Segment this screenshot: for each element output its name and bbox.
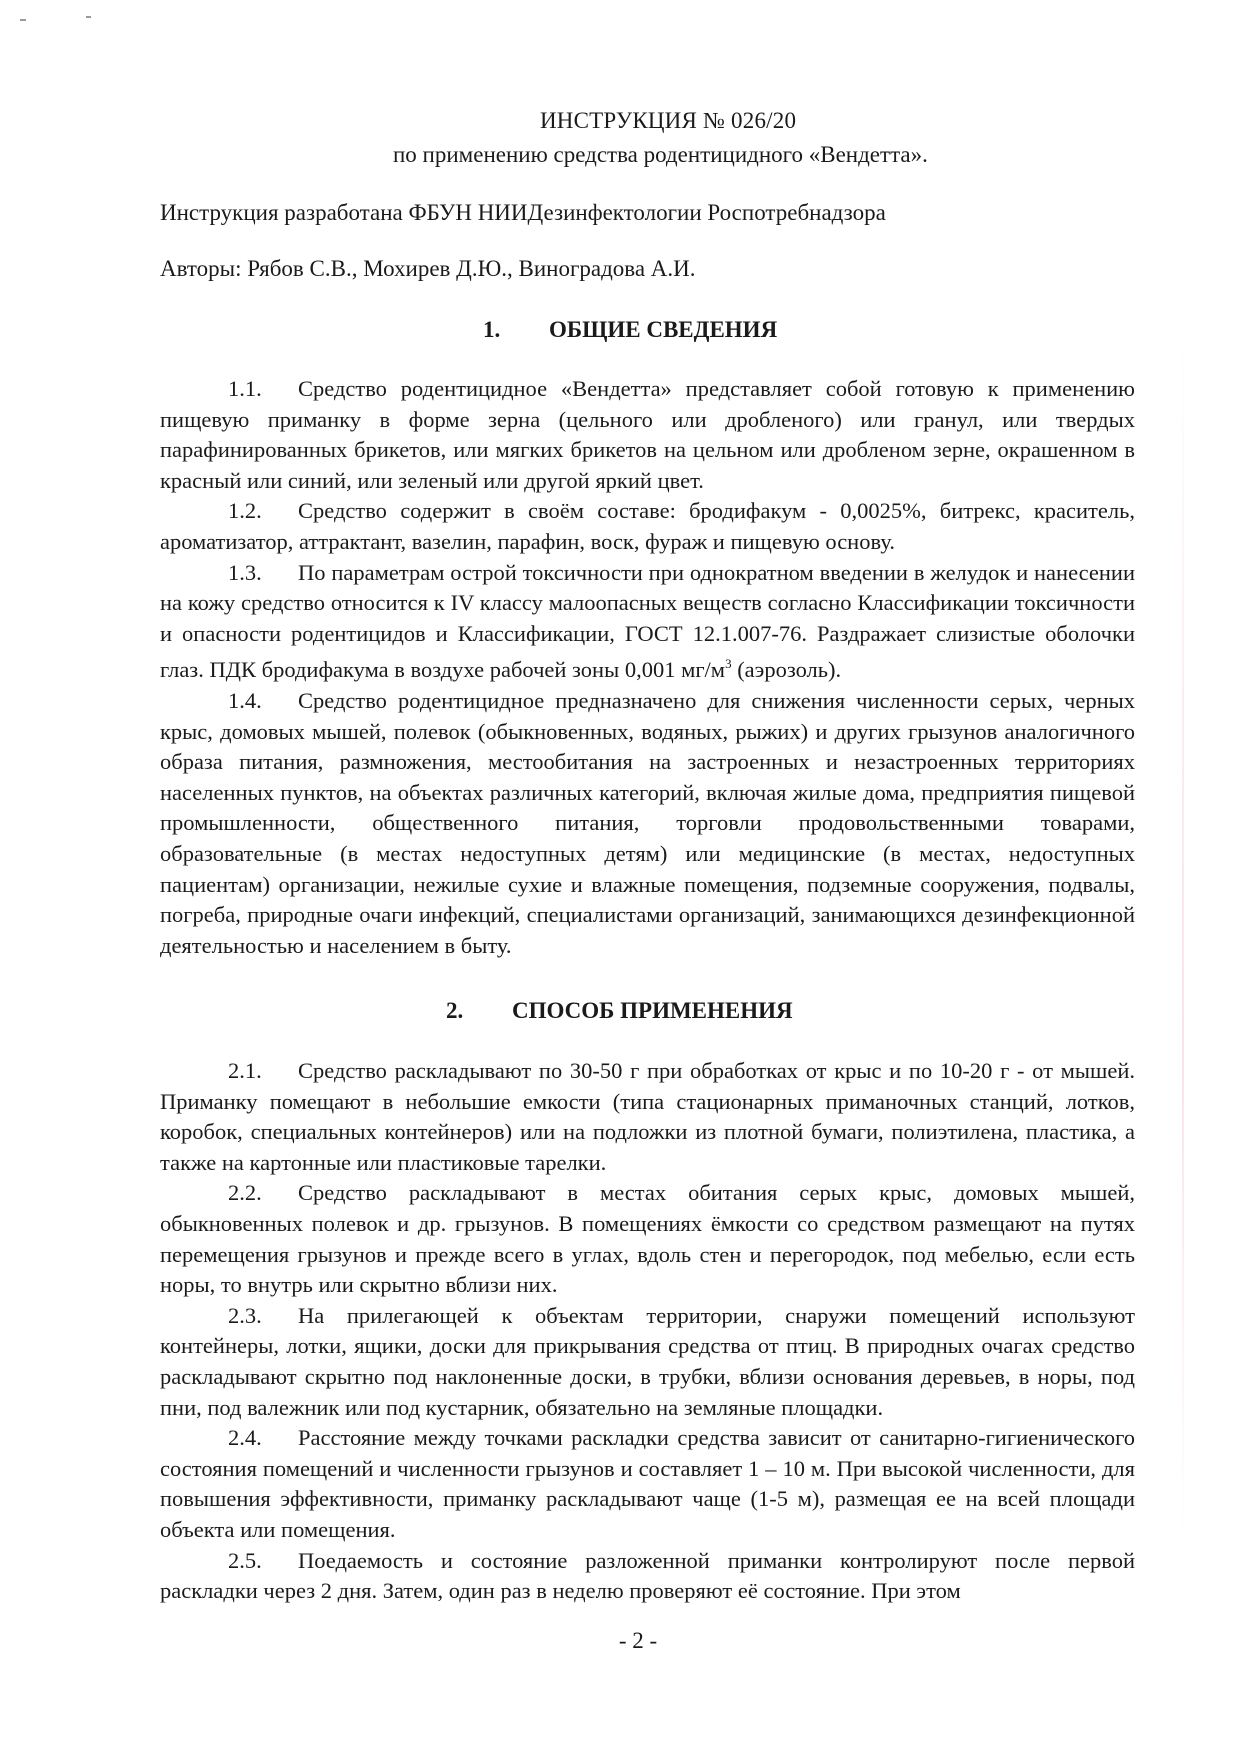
section-heading-1: [483, 317, 777, 343]
paragraph-1-2: [160, 496, 1135, 557]
paragraph-text-after: (аэрозоль).: [731, 657, 842, 683]
paragraph-text: Средство содержит в своём составе: бродифакум - 0,0025%, битрекс, краситель, ароматизатор, аттрактант, вазелин, парафин, воск, фураж и пищевую основу.: [160, 498, 1135, 554]
paragraph-number: 2.3.: [228, 1302, 262, 1328]
page-number: - 2 -: [618, 1628, 658, 1653]
paragraph-text: Расстояние между точками раскладки средства зависит от санитарно-гигиенического состояния помещений и численности грызунов и составляет 1 – 10 м. При высокой численности, для повышения эффективности, приманку раскладывают чаще (1-5 м), размещая ее на всей площади объекта или помещения.: [160, 1425, 1135, 1542]
paragraph-number: 2.2.: [228, 1180, 262, 1206]
paragraph-number: 2.4.: [228, 1425, 262, 1451]
paragraph-1-1: [160, 374, 1135, 496]
paragraph-text: Средство родентицидное предназначено для снижения численности серых, черных крыс, домовых мышей, полевок (обыкновенных, водяных, рыжих) и других грызунов аналогичного образа питания, размножения, местообитания на застроенных и незастроенных территориях населенных пунктов, на объектах различных категорий, включая жилые дома, предприятия пищевой промышленности, общественного питания, торговли продовольственными товарами, образовательные (в местах недоступных детям) или медицинские (в местах, недоступных пациентам) организации, нежилые сухие и влажные помещения, подземные сооружения, подвалы, погреба, природные очаги инфекций, специалистами организаций, занимающихся дезинфекционной деятельностью и населением в быту.: [160, 687, 1135, 958]
section-heading-2: [446, 998, 793, 1024]
section-number: 1.: [483, 317, 501, 342]
paragraph-number: 1.4.: [228, 687, 262, 713]
paragraph-text: По параметрам острой токсичности при однократном введении в желудок и нанесении на кожу средство относится к IV классу малоопасных веществ согласно Классификации токсичности и опасности родентицидов и Классификации, ГОСТ 12.1.007-76. Раздражает слизистые оболочки глаз. ПДК бродифакума в воздухе рабочей зоны 0,001 мг/м: [160, 559, 1135, 683]
paragraph-text: Средство раскладывают по 30-50 г при обработках от крыс и по 10-20 г - от мышей. Приманку помещают в небольшие емкости (типа стационарных приманочных станций, лотков, коробок, специальных контейнеров) или на подложки из плотной бумаги, полиэтилена, пластика, а также на картонные или пластиковые тарелки.: [160, 1058, 1135, 1175]
paragraph-2-3: [160, 1301, 1135, 1423]
paragraph-number: 1.2.: [228, 498, 262, 524]
paragraph-text: Средство раскладывают в местах обитания серых крыс, домовых мышей, обыкновенных полевок и др. грызунов. В помещениях ёмкости со средством размещают на путях перемещения грызунов и прежде всего в углах, вдоль стен и перегородок, под мебелью, если есть норы, то внутрь или скрытно вблизи них.: [160, 1180, 1135, 1298]
paragraph-number: 1.3.: [228, 559, 262, 585]
paragraph-number: 1.1.: [228, 376, 262, 401]
section-title: ОБЩИЕ СВЕДЕНИЯ: [549, 317, 778, 342]
authors-line: Авторы: Рябов С.В., Мохирев Д.Ю., Виноградова А.И.: [160, 256, 696, 281]
paragraph-text: Средство родентицидное «Вендетта» представляет собой готовую к применению пищевую приманку в форме зерна (цельного или дробленого) или гранул, или твердых парафинированных брикетов, или мягких брикетов на цельном или дробленом зерне, окрашенном в красный или синий, или зеленый или другой яркий цвет.: [160, 376, 1135, 493]
scan-edge-artifact: [1182, 340, 1184, 1540]
paragraph-2-2: [160, 1178, 1135, 1300]
paragraph-2-1: [160, 1056, 1135, 1178]
paragraph-2-4: [160, 1423, 1135, 1545]
section-title: СПОСОБ ПРИМЕНЕНИЯ: [512, 998, 793, 1023]
paragraph-1-4: [160, 686, 1135, 961]
section-1-body: [160, 374, 1135, 961]
paragraph-2-5: [160, 1546, 1135, 1607]
document-title: ИНСТРУКЦИЯ № 026/20: [540, 108, 797, 133]
document-subtitle: по применению средства родентицидного «Вендетта».: [393, 142, 928, 167]
scan-artifact: [20, 19, 26, 21]
developer-line: Инструкция разработана ФБУН НИИДезинфектологии Роспотребнадзора: [160, 200, 886, 225]
section-2-body: [160, 1056, 1135, 1607]
paragraph-text: На прилегающей к объектам территории, снаружи помещений используют контейнеры, лотки, ящики, доски для прикрывания средства от птиц. В природных очагах средство раскладывают скрытно под наклоненные доски, в трубки, вблизи основания деревьев, в норы, под пни, под валежник или под кустарник, обязательно на земляные площадки.: [160, 1302, 1135, 1420]
scan-artifact: [86, 16, 91, 18]
superscript: 3: [725, 656, 732, 672]
paragraph-1-3: [160, 558, 1135, 686]
section-number: 2.: [446, 998, 464, 1023]
paragraph-number: 2.5.: [228, 1547, 262, 1573]
paragraph-number: 2.1.: [228, 1058, 262, 1083]
paragraph-text: Поедаемость и состояние разложенной приманки контролируют после первой раскладки через 2 дня. Затем, один раз в неделю проверяют её состояние. При этом: [160, 1547, 1135, 1604]
